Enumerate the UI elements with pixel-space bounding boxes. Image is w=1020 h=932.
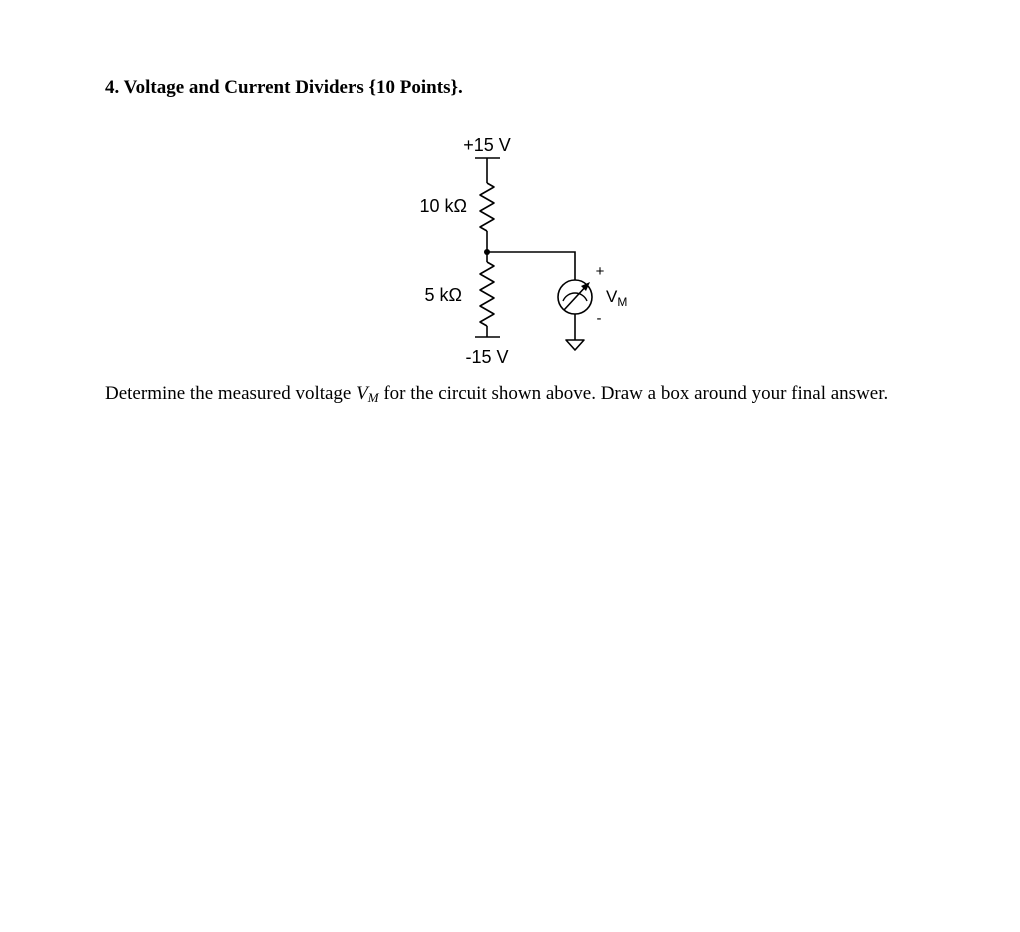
question-text-after: for the circuit shown above. Draw a box around your final answer. (378, 383, 889, 404)
meter-label-sub: M (617, 295, 628, 309)
ground-symbol (566, 340, 584, 350)
voltage-variable-sub: M (367, 390, 379, 405)
meter-label (606, 287, 627, 309)
resistor-5k-label: 5 kΩ (424, 285, 462, 305)
voltage-variable-main: V (356, 383, 368, 404)
question-text (105, 381, 940, 407)
supply-top-label: +15 V (463, 135, 511, 155)
question-text-before: Determine the measured voltage (105, 383, 357, 404)
meter-minus-sign: - (596, 310, 602, 327)
voltage-variable (356, 383, 378, 404)
wire-to-meter (487, 252, 575, 280)
problem-title: 4. Voltage and Current Dividers {10 Points}. (105, 77, 463, 98)
resistor-10k (480, 183, 494, 231)
resistor-5k (480, 262, 494, 326)
meter-plus-sign: + (595, 263, 605, 280)
meter-label-main: V (606, 287, 618, 306)
supply-bottom-label: -15 V (465, 347, 509, 367)
resistor-10k-label: 10 kΩ (419, 196, 467, 216)
